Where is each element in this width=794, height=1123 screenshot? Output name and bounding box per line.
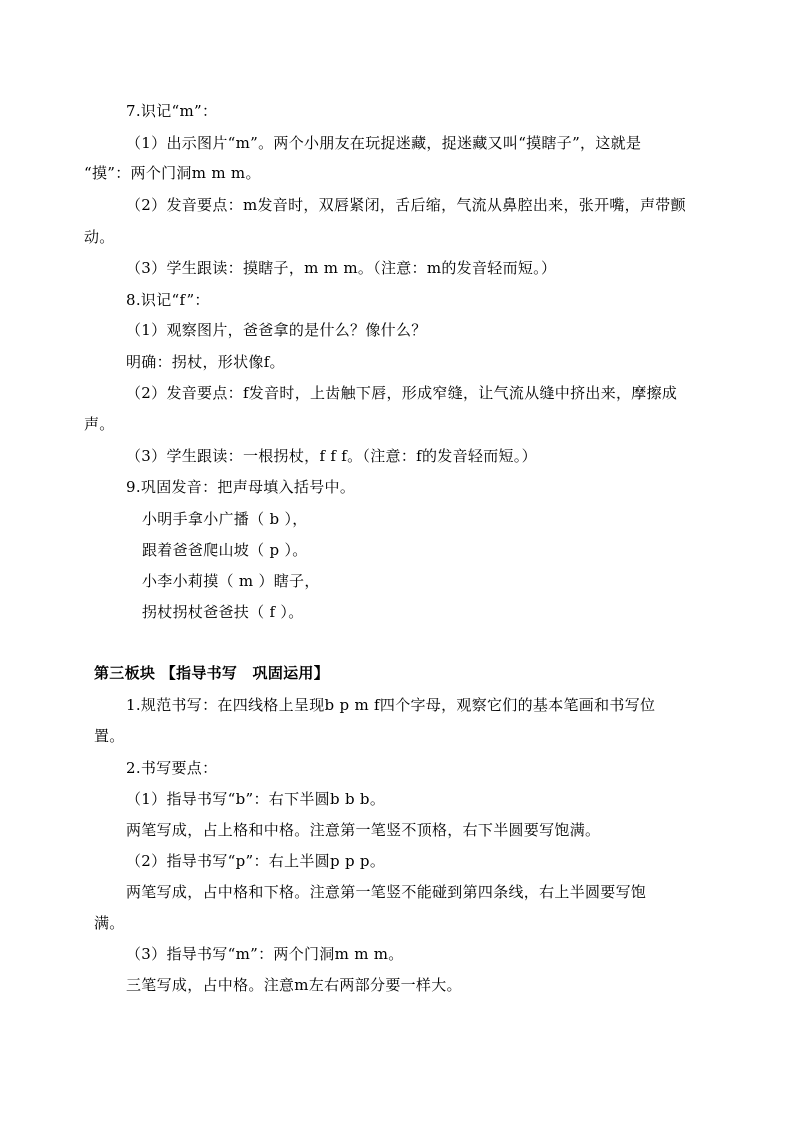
paragraph-line: 声。 — [84, 415, 115, 433]
rhyme-line: 跟着爸爸爬山坡（ p ）。 — [142, 541, 308, 559]
paragraph-line: 三笔写成，占中格。注意m左右两部分要一样大。 — [126, 976, 462, 994]
rhyme-line: 拐杖拐杖爸爸扶（ f ）。 — [142, 603, 304, 621]
paragraph-line: （3）学生跟读：摸瞎子，m m m。（注意：m的发音轻而短。） — [126, 259, 557, 277]
paragraph-line: 两笔写成，占上格和中格。注意第一笔竖不顶格，右下半圆要写饱满。 — [126, 821, 601, 839]
paragraph-line: （1）观察图片，爸爸拿的是什么？像什么？ — [126, 321, 427, 339]
paragraph-line: （2）发音要点：m发音时，双唇紧闭，舌后缩，气流从鼻腔出来，张开嘴，声带颤 — [126, 196, 686, 214]
paragraph-line: 两笔写成，占中格和下格。注意第一笔竖不能碰到第四条线，右上半圆要写饱 — [126, 883, 647, 901]
paragraph-line: （3）指导书写“m”：两个门洞m m m。 — [126, 945, 404, 963]
paragraph-line: 动。 — [84, 228, 115, 246]
paragraph-line: “摸”：两个门洞m m m。 — [84, 164, 261, 182]
paragraph-line: （2）指导书写“p”：右上半圆p p p。 — [126, 852, 386, 870]
paragraph-line: 明确：拐杖，形状像f。 — [126, 353, 285, 371]
paragraph-line: （1）出示图片“m”。两个小朋友在玩捉迷藏，捉迷藏又叫“摸瞎子”，这就是 — [126, 134, 642, 152]
section-7-heading: 7.识记“m”： — [126, 102, 218, 120]
paragraph-line: 2.书写要点： — [126, 759, 218, 777]
section-8-heading: 8.识记“f”： — [126, 291, 210, 309]
paragraph-line: （3）学生跟读：一根拐杖，f f f。（注意：f的发音轻而短。） — [126, 447, 537, 465]
section-3-heading: 第三板块 【指导书写 巩固运用】 — [94, 664, 330, 682]
section-9-heading: 9.巩固发音：把声母填入括号中。 — [126, 478, 356, 496]
paragraph-line: 1.规范书写：在四线格上呈现b p m f四个字母，观察它们的基本笔画和书写位 — [126, 696, 656, 714]
rhyme-line: 小李小莉摸（ m ）瞎子， — [142, 572, 320, 590]
paragraph-line: （1）指导书写“b”：右下半圆b b b。 — [126, 790, 386, 808]
rhyme-line: 小明手拿小广播（ b ）， — [142, 510, 308, 528]
paragraph-line: 置。 — [94, 727, 125, 745]
paragraph-line: 满。 — [94, 914, 125, 932]
paragraph-line: （2）发音要点：f发音时，上齿触下唇，形成窄缝，让气流从缝中挤出来，摩擦成 — [126, 384, 678, 402]
